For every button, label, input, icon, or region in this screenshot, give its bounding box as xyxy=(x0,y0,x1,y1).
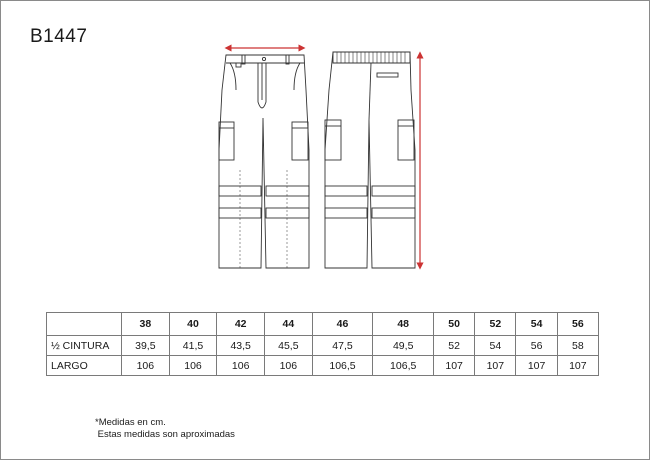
row-label: ½ CINTURA xyxy=(47,336,122,356)
table-cell: 107 xyxy=(557,356,598,376)
table-cell: 106 xyxy=(122,356,170,376)
table-cell: 45,5 xyxy=(265,336,313,356)
table-corner-cell xyxy=(47,313,122,336)
size-header-cell: 50 xyxy=(434,313,475,336)
table-cell: 107 xyxy=(434,356,475,376)
table-cell: 106,5 xyxy=(373,356,434,376)
table-cell: 106 xyxy=(217,356,265,376)
table-cell: 106 xyxy=(265,356,313,376)
trousers-front-view xyxy=(219,55,309,268)
trousers-back-view xyxy=(325,52,415,268)
table-cell: 107 xyxy=(475,356,516,376)
table-cell: 43,5 xyxy=(217,336,265,356)
size-header-cell: 38 xyxy=(122,313,170,336)
table-cell: 107 xyxy=(516,356,557,376)
size-header-cell: 46 xyxy=(312,313,373,336)
size-header-cell: 42 xyxy=(217,313,265,336)
size-header-cell: 48 xyxy=(373,313,434,336)
table-row-half-waist xyxy=(47,336,599,356)
table-cell: 106 xyxy=(169,356,217,376)
measurement-notes xyxy=(95,417,235,441)
size-table xyxy=(46,312,599,376)
row-label: LARGO xyxy=(47,356,122,376)
note-line: *Medidas en cm. xyxy=(95,417,166,428)
size-header-cell: 52 xyxy=(475,313,516,336)
table-cell: 41,5 xyxy=(169,336,217,356)
size-header-row xyxy=(47,313,599,336)
table-cell: 58 xyxy=(557,336,598,356)
size-header-cell: 56 xyxy=(557,313,598,336)
table-cell: 56 xyxy=(516,336,557,356)
table-cell: 54 xyxy=(475,336,516,356)
note-line: Estas medidas son aproximadas xyxy=(95,429,235,440)
size-header-cell: 44 xyxy=(265,313,313,336)
table-row-length xyxy=(47,356,599,376)
table-cell: 39,5 xyxy=(122,336,170,356)
size-header-cell: 54 xyxy=(516,313,557,336)
table-cell: 106,5 xyxy=(312,356,373,376)
table-cell: 47,5 xyxy=(312,336,373,356)
table-cell: 52 xyxy=(434,336,475,356)
size-header-cell: 40 xyxy=(169,313,217,336)
table-cell: 49,5 xyxy=(373,336,434,356)
product-code: B1447 xyxy=(30,26,88,47)
